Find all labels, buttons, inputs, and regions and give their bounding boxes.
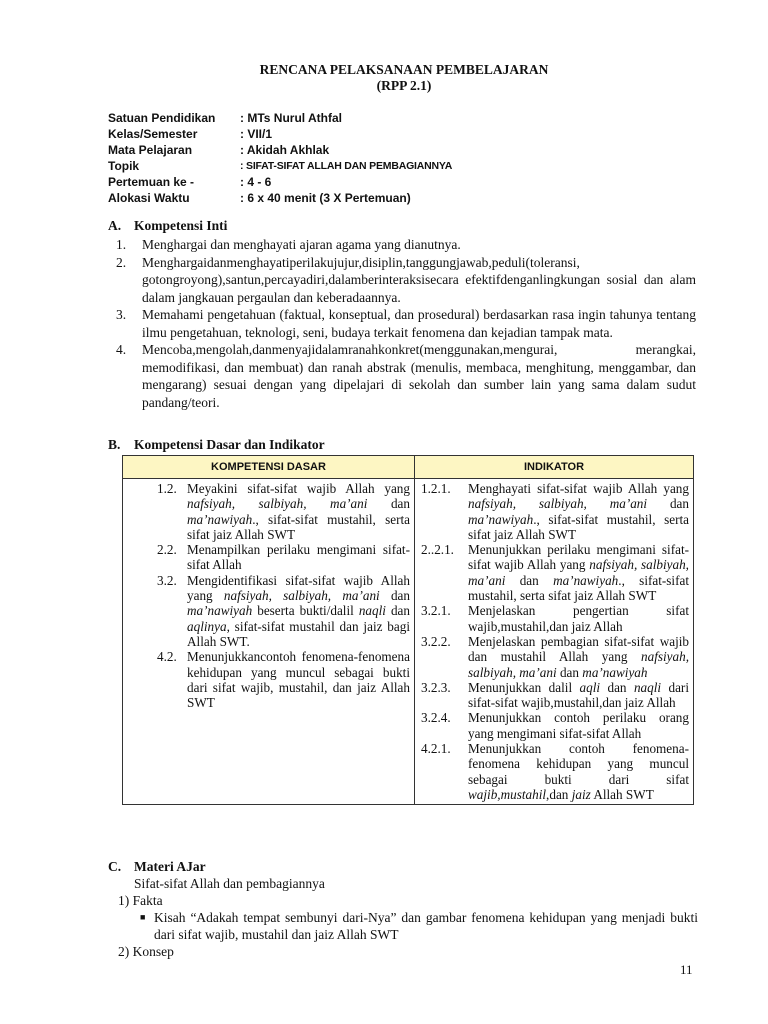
list-item: ■ Kisah “Adakah tempat sembunyi dari-Nya” dan gambar fenomena kehidupan yang menjadi bukti dari sifat wajib, mustahil dan jaiz Allah SWT [140,910,698,942]
identity-row: Mata Pelajaran : Akidah Akhlak [108,143,330,157]
fakta-label: 1) Fakta [118,893,163,908]
kd-indikator-table [122,455,694,805]
identity-row: Kelas/Semester : VII/1 [108,127,273,141]
indikator-cell [415,479,694,805]
identity-block [108,110,452,206]
kd-item: 4.2. Menunjukkancontoh fenomena-fenomena kehidupan yang muncul sebagai bukti dari sifat wajib, mustahil, dan jaiz Allah SWT [157,649,410,711]
kd-item: 1.2. Meyakini sifat-sifat wajib Allah yang nafsiyah, salbiyah, ma’ani dan ma’nawiyah., sifat-sifat mustahil, serta sifat jaiz Allah SWT [157,481,410,542]
section-b-heading: B. Kompetensi Dasar dan Indikator [108,437,325,452]
section-a-heading: A. Kompetensi Inti [108,218,228,233]
kompetensi-inti-list [116,236,696,411]
column-header-kd: KOMPETENSI DASAR [123,456,415,479]
identity-row: Alokasi Waktu : 6 x 40 menit (3 X Pertemuan) [108,191,411,205]
indikator-item: 3.2.4. Menunjukkan contoh perilaku orang yang mengimani sifat-sifat Allah [421,710,689,741]
section-c-heading: C. Materi AJar [108,859,206,874]
identity-row: Topik : SIFAT-SIFAT ALLAH DAN PEMBAGIANNYA [108,159,453,173]
indikator-item: 3.2.1. Menjelaskan pengertian sifat wajib,mustahil,dan jaiz Allah [421,603,689,634]
materi-subtitle: Sifat-sifat Allah dan pembagiannya [134,876,325,891]
bullet-square-icon: ■ [140,912,146,922]
kd-item: 3.2. Mengidentifikasi sifat-sifat wajib Allah yang nafsiyah, salbiyah, ma’ani dan ma’nawiyah beserta bukti/dalil naqli dan aqlinya, sifat-sifat mustahil dan jaiz bagi Allah SWT. [157,572,411,649]
indikator-item: 2..2.1. Menunjukkan perilaku mengimani sifat-sifat wajib Allah yang nafsiyah, salbiyah, ma’ani dan ma’nawiyah., sifat-sifat mustahil, serta sifat jaiz Allah SWT [421,542,689,604]
kd-item: 2.2. Menampilkan perilaku mengimani sifat-sifat Allah [157,542,410,573]
identity-row: Pertemuan ke - : 4 - 6 [108,175,272,189]
list-item: 2. Menghargaidanmenghayatiperilakujujur,disiplin,tanggungjawab,peduli(toleransi, gotongroyong),santun,percayadiri,dalamberinteraksisecara efektifdenganlingkungan sosial dan alam dalam jangkauan pergaulan dan keberadaannya. [116,254,696,305]
page-number: 11 [680,962,693,977]
indikator-item: 3.2.3. Menunjukkan dalil aqli dan naqli dari sifat-sifat wajib,mustahil,dan jaiz Allah [421,679,689,711]
list-item: 3. Memahami pengetahuan (faktual, konseptual, dan prosedural) berdasarkan rasa ingin tahunya tentang ilmu pengetahuan, teknologi, seni, budaya terkait fenomena dan kejadian tampak mata. [116,307,696,340]
kd-cell [123,479,415,805]
konsep-label: 2) Konsep [118,944,174,959]
document-subtitle: (RPP 2.1) [376,78,432,93]
indikator-item: 3.2.2. Menjelaskan pembagian sifat-sifat wajib dan mustahil Allah yang nafsiyah, salbiyah, ma’ani dan ma’nawiyah [421,633,689,680]
indikator-item: 1.2.1. Menghayati sifat-sifat wajib Allah yang nafsiyah, salbiyah, ma’ani dan ma’nawiyah., sifat-sifat mustahil, serta sifat jaiz Allah SWT [421,481,689,542]
materi-ajar-section [108,858,698,960]
identity-row: Satuan Pendidikan : MTs Nurul Athfal [108,111,342,125]
list-item: 4. Mencoba,mengolah,danmenyajidalamranahkonkret(menggunakan,mengurai, merangkai, memodifikasi, dan membuat) dan ranah abstrak (menulis, membaca, menghitung, menggambar, dan mengarang) sesuai dengan yang dipelajari di sekolah dan sumber lain yang sama dalam sudut pandang/teori. [116,342,696,410]
list-item: 1. Menghargai dan menghayati ajaran agama yang dianutnya. [116,237,461,252]
indikator-item: 4.2.1. Menunjukkan contoh fenomena-fenomena kehidupan yang muncul sebagai bukti dari sifat wajib,mustahil,dan jaiz Allah SWT [421,741,689,802]
column-header-indikator: INDIKATOR [415,456,694,479]
document-title: RENCANA PELAKSANAAN PEMBELAJARAN [259,62,549,77]
